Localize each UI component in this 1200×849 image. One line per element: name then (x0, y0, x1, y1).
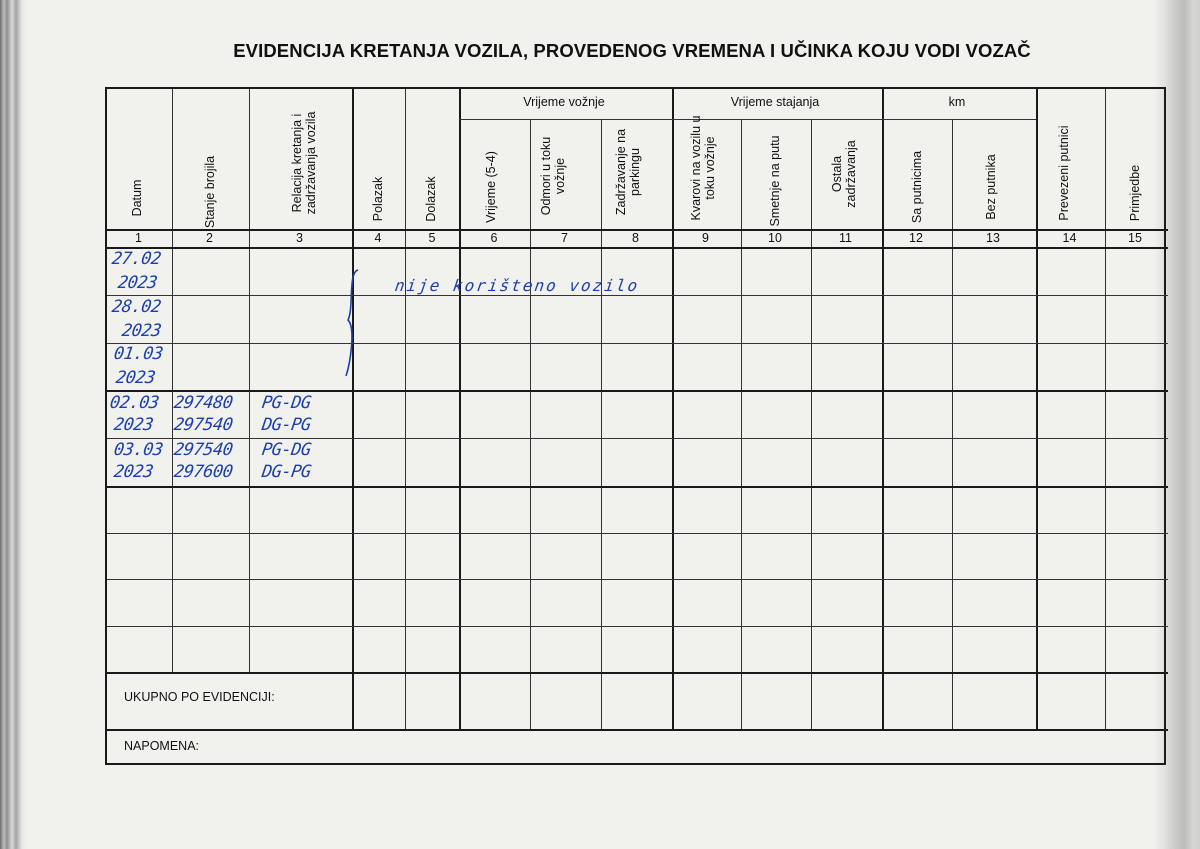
entry-5-meter-end: 297600 (172, 462, 234, 482)
col-number-11: 11 (839, 231, 852, 245)
col-header-bez-putnika: Bez putnika (984, 154, 998, 220)
col-number-8: 8 (632, 231, 639, 245)
entry-4-route-out: PG-DG (260, 393, 313, 413)
total-label: UKUPNO PO EVIDENCIJI: (124, 690, 275, 704)
entry-5-date-year: 2023 (112, 462, 155, 482)
entry-4-date-year: 2023 (112, 415, 155, 435)
col-header-dolazak: Dolazak (424, 176, 438, 222)
col-number-15: 15 (1128, 231, 1142, 245)
group-header-km: km (948, 95, 966, 109)
entry-5-meter-start: 297540 (172, 440, 234, 460)
book-binding-left (0, 0, 26, 849)
col-header-prevezeni-putnici: Prevezeni putnici (1057, 125, 1071, 221)
group-header-vrijeme-voznje: Vrijeme vožnje (523, 95, 605, 109)
col-header-relacija: Relacija kretanja i zadržavanja vozila (290, 111, 318, 215)
col-header-smetnje: Smetnje na putu (768, 135, 782, 227)
col-number-5: 5 (428, 231, 436, 245)
col-number-1: 1 (135, 231, 142, 245)
entry-4-meter-start: 297480 (172, 393, 234, 413)
entry-2-date-year: 2023 (120, 321, 163, 341)
col-header-ostala: Ostala zadržavanja (830, 140, 858, 208)
entry-5-route-out: PG-DG (260, 440, 313, 460)
col-number-3: 3 (296, 231, 303, 245)
col-header-vrijeme-5-4: Vrijeme (5-4) (484, 151, 498, 223)
entry-4-meter-end: 297540 (172, 415, 234, 435)
col-number-10: 10 (768, 231, 782, 245)
col-number-9: 9 (702, 231, 709, 245)
col-number-14: 14 (1062, 231, 1077, 245)
entry-2-date-day: 28.02 (110, 297, 163, 317)
col-header-polazak: Polazak (371, 176, 385, 222)
col-header-datum: Datum (130, 179, 144, 217)
note-label: NAPOMENA: (124, 739, 200, 753)
group-header-vrijeme-stajanja: Vrijeme stajanja (730, 95, 820, 109)
col-number-12: 12 (909, 231, 923, 245)
entry-3-date-year: 2023 (114, 368, 157, 388)
col-header-sa-putnicima: Sa putnicima (910, 150, 924, 224)
handwritten-bracket (344, 268, 362, 378)
entry-3-date-day: 01.03 (112, 344, 165, 364)
col-header-zadrzavanje-parking: Zadržavanje na parkingu (614, 128, 642, 216)
col-number-6: 6 (490, 231, 498, 245)
col-number-4: 4 (374, 231, 382, 245)
form-title: EVIDENCIJA KRETANJA VOZILA, PROVEDENOG VREMENA I UČINKA KOJU VODI VOZAČ (233, 40, 1031, 61)
col-header-kvarovi: Kvarovi na vozilu u toku vožnje (689, 115, 717, 221)
entry-5-route-back: DG-PG (260, 462, 313, 482)
col-header-odmori: Odmori u toku vožnje (539, 136, 567, 216)
entry-4-date-day: 02.03 (108, 393, 161, 413)
col-header-stanje-brojila: Stanje brojila (203, 155, 217, 229)
entry-1-date-year: 2023 (116, 273, 159, 293)
col-number-13: 13 (986, 231, 1000, 245)
col-number-7: 7 (561, 231, 568, 245)
entry-5-date-day: 03.03 (112, 440, 165, 460)
entry-1-date-day: 27.02 (110, 249, 163, 269)
col-number-2: 2 (206, 231, 213, 245)
entry-1-note: nije korišteno vozilo (393, 276, 641, 295)
col-header-primjedbe: Primjedbe (1128, 164, 1142, 222)
entry-4-route-back: DG-PG (260, 415, 313, 435)
